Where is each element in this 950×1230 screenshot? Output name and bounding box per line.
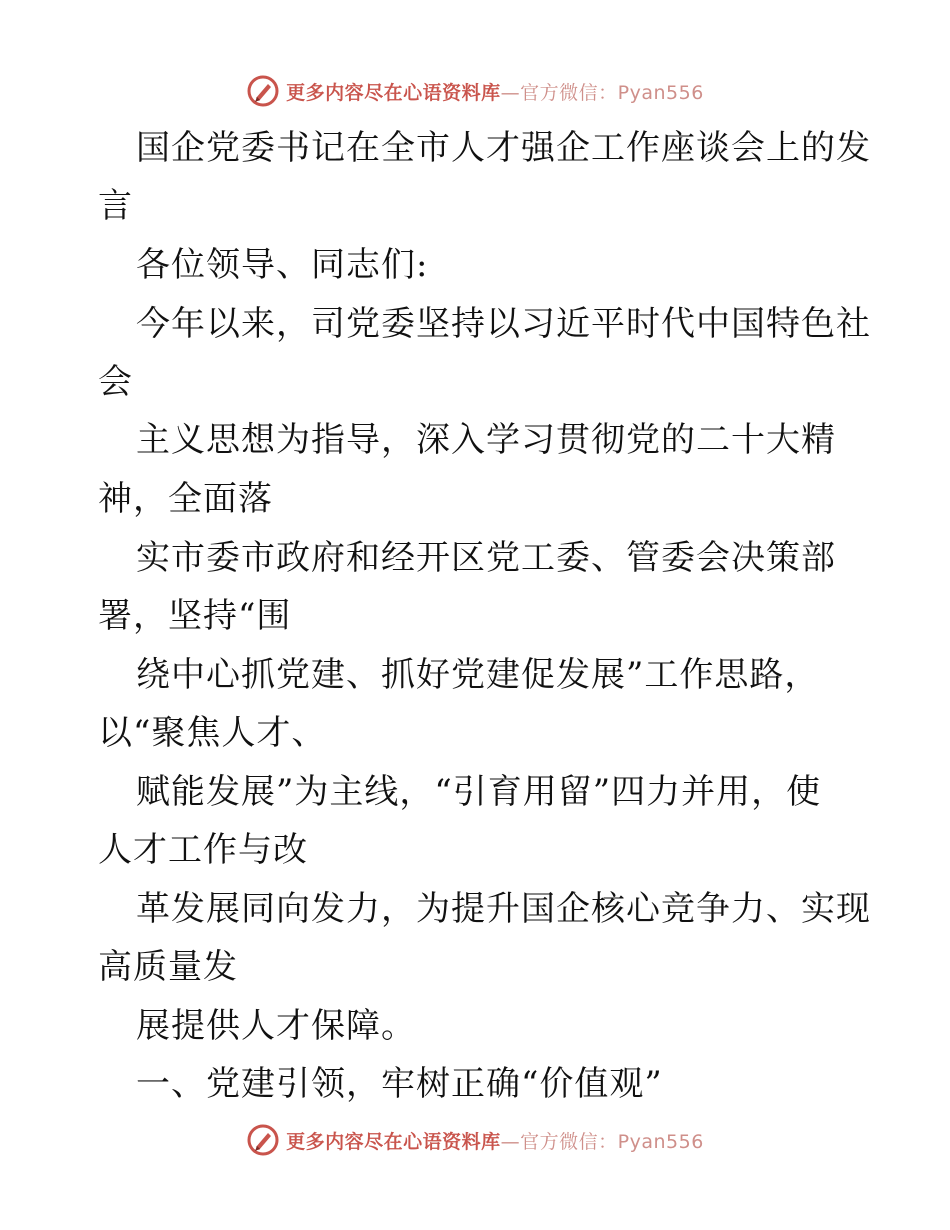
header-watermark xyxy=(0,71,950,111)
body-line: 革发展同向发力，为提升国企核心竞争力、实现 xyxy=(136,889,871,929)
pen-logo-icon xyxy=(246,74,280,108)
body-line: 赋能发展”为主线，“引育用留”四力并用，使 xyxy=(136,772,822,812)
body-line: 实市委市政府和经开区党工委、管委会决策部 xyxy=(136,538,836,578)
body-line: 人才工作与改 xyxy=(98,830,308,870)
body-line: 以“聚焦人才、 xyxy=(98,713,327,753)
body-line: 绕中心抓党建、抓好党建促发展”工作思路， xyxy=(136,655,820,695)
body-line: 主义思想为指导，深入学习贯彻党的二十大精 xyxy=(136,420,836,460)
title-line-1: 国企党委书记在全市人才强企工作座谈会上的发 xyxy=(136,128,871,168)
body-line: 署，坚持“围 xyxy=(98,596,292,636)
title-line-2: 言 xyxy=(98,186,133,226)
body-line: 会 xyxy=(98,362,133,402)
section-heading: 一、党建引领，牢树正确“价值观” xyxy=(136,1064,663,1104)
watermark-text: 更多内容尽在心语资料库—官方微信：Pyan556 xyxy=(286,81,704,104)
body-line: 展提供人才保障。 xyxy=(136,1006,416,1046)
salutation: 各位领导、同志们: xyxy=(136,245,429,285)
watermark-text: 更多内容尽在心语资料库—官方微信：Pyan556 xyxy=(286,1130,704,1153)
body-line: 今年以来，司党委坚持以习近平时代中国特色社 xyxy=(136,304,871,344)
body-line: 神，全面落 xyxy=(98,479,273,519)
pen-logo-icon xyxy=(246,1123,280,1157)
footer-watermark xyxy=(0,1120,950,1160)
body-line: 高质量发 xyxy=(98,947,238,987)
